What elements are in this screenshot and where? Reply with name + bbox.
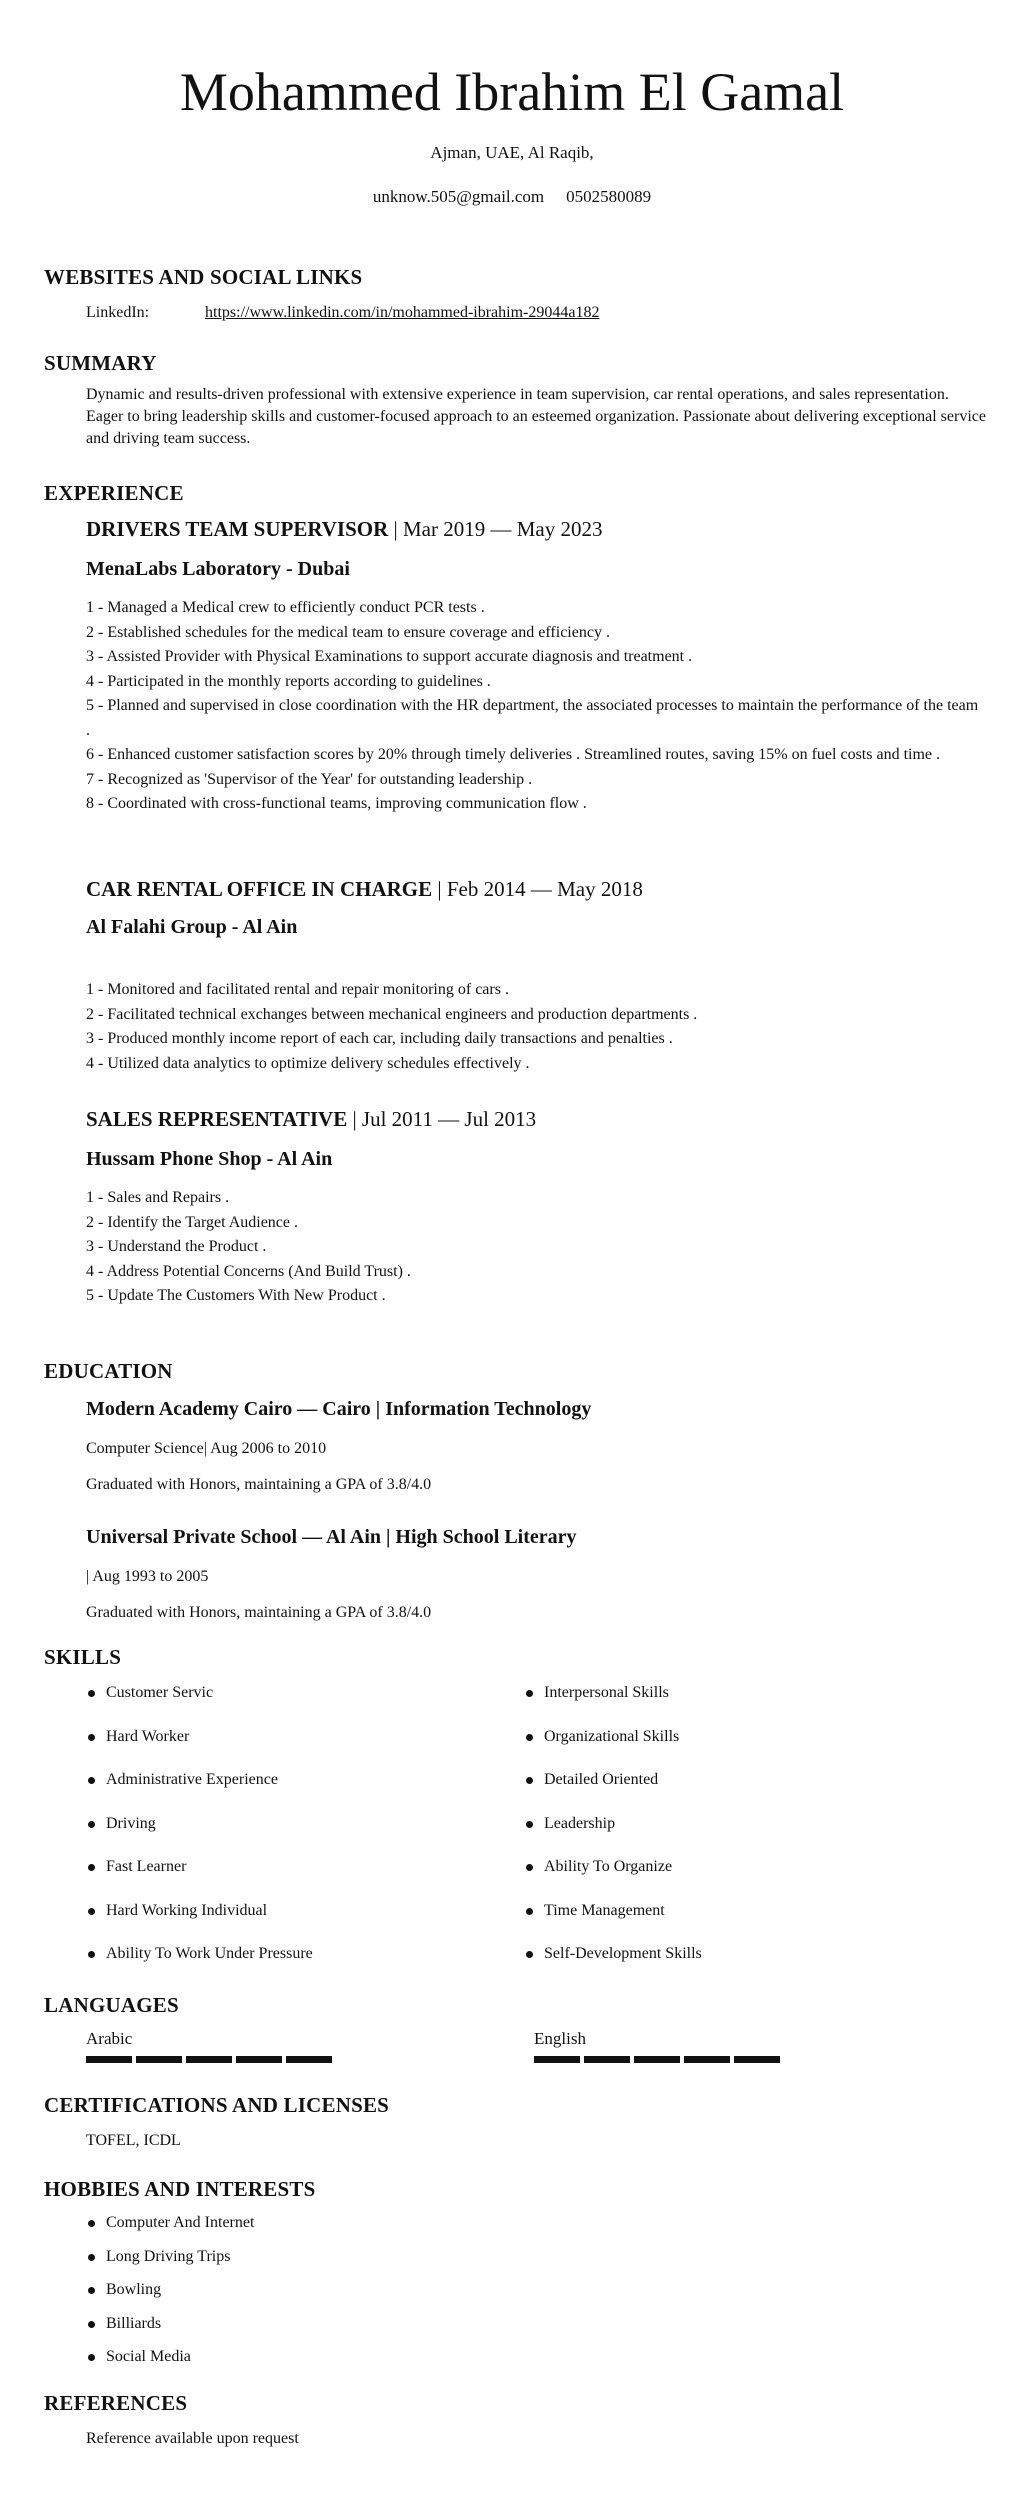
education-note-1: Graduated with Honors, maintaining a GPA of 3.8/4.0: [86, 1476, 432, 1493]
job-role: DRIVERS TEAM SUPERVISOR: [86, 517, 389, 541]
skills-heading: SKILLS: [44, 1645, 122, 1669]
list-item: 1 - Managed a Medical crew to efficiently conduct PCR tests .: [86, 599, 485, 616]
skill-item: Administrative Experience: [86, 1769, 313, 1813]
education-detail-1: Computer Science| Aug 2006 to 2010: [86, 1440, 327, 1457]
hobbies-list: [86, 2212, 254, 2380]
candidate-name: Mohammed Ibrahim El Gamal: [179, 62, 845, 122]
language-level-bar-english: [534, 2056, 780, 2063]
language-name-english: English: [534, 2029, 586, 2048]
list-item: 5 - Update The Customers With New Product .: [86, 1287, 386, 1304]
skill-item: Interpersonal Skills: [524, 1682, 702, 1726]
summary-heading: SUMMARY: [44, 351, 157, 375]
list-item: 6 - Enhanced customer satisfaction scores by 20% through timely deliveries . Streamlined routes, saving 15% on fuel costs and time .: [86, 746, 941, 763]
language-level-segment: [584, 2056, 630, 2063]
hobby-item: Bowling: [86, 2279, 254, 2313]
address: Ajman, UAE, Al Raqib,: [430, 143, 594, 162]
languages-heading: LANGUAGES: [44, 1993, 179, 2017]
language-level-segment: [634, 2056, 680, 2063]
language-level-segment: [534, 2056, 580, 2063]
list-item: 4 - Utilized data analytics to optimize delivery schedules effectively .: [86, 1054, 530, 1072]
list-item: 1 - Sales and Repairs .: [86, 1189, 230, 1206]
job-duties-1: [86, 596, 986, 817]
language-level-segment: [684, 2056, 730, 2063]
skill-item: Driving: [86, 1813, 313, 1857]
skill-item: Ability To Work Under Pressure: [86, 1943, 313, 1987]
job-role: CAR RENTAL OFFICE IN CHARGE: [86, 877, 433, 901]
certifications-heading: CERTIFICATIONS AND LICENSES: [44, 2093, 390, 2117]
hobby-item: Billiards: [86, 2313, 254, 2347]
job-company-2: Al Falahi Group - Al Ain: [86, 916, 298, 938]
experience-heading: EXPERIENCE: [44, 481, 184, 505]
skills-right-column: [524, 1682, 702, 1987]
list-item: 4 - Participated in the monthly reports according to guidelines .: [86, 672, 491, 690]
list-item: 2 - Identify the Target Audience .: [86, 1213, 298, 1231]
skill-item: Fast Learner: [86, 1856, 313, 1900]
hobbies-heading: HOBBIES AND INTERESTS: [44, 2177, 316, 2201]
list-item: 3 - Understand the Product .: [86, 1238, 267, 1255]
job-title-1: [86, 516, 602, 542]
skill-item: Hard Working Individual: [86, 1900, 313, 1944]
job-company-1: MenaLabs Laboratory - Dubai: [86, 558, 350, 580]
list-item: 3 - Assisted Provider with Physical Examinations to support accurate diagnosis and treatment .: [86, 648, 693, 665]
education-title-2: Universal Private School — Al Ain | High School Literary: [86, 1526, 577, 1548]
job-duties-3: [86, 1186, 986, 1309]
language-level-bar-arabic: [86, 2056, 332, 2063]
education-heading: EDUCATION: [44, 1359, 173, 1383]
skill-item: Organizational Skills: [524, 1726, 702, 1770]
hobby-item: Computer And Internet: [86, 2212, 254, 2246]
education-detail-2: | Aug 1993 to 2005: [86, 1568, 209, 1585]
language-level-segment: [186, 2056, 232, 2063]
education-title-1: Modern Academy Cairo — Cairo | Information Technology: [86, 1398, 592, 1420]
job-role: SALES REPRESENTATIVE: [86, 1107, 348, 1131]
skill-item: Time Management: [524, 1900, 702, 1944]
language-level-segment: [136, 2056, 182, 2063]
job-dates: | Jul 2011 — Jul 2013: [352, 1107, 537, 1131]
language-level-segment: [734, 2056, 780, 2063]
list-item: 2 - Facilitated technical exchanges between mechanical engineers and production departments .: [86, 1005, 698, 1023]
contact-row: [0, 186, 1024, 208]
job-dates: | Mar 2019 — May 2023: [393, 517, 603, 541]
education-note-2: Graduated with Honors, maintaining a GPA of 3.8/4.0: [86, 1604, 432, 1621]
skill-item: Self-Development Skills: [524, 1943, 702, 1987]
list-item: 3 - Produced monthly income report of each car, including daily transactions and penalties .: [86, 1030, 673, 1047]
websites-heading: WEBSITES AND SOCIAL LINKS: [44, 265, 363, 289]
hobby-item: Long Driving Trips: [86, 2246, 254, 2280]
skill-item: Hard Worker: [86, 1726, 313, 1770]
list-item: 8 - Coordinated with cross-functional teams, improving communication flow .: [86, 795, 587, 812]
email[interactable]: unknow.505@gmail.com: [372, 187, 545, 206]
skill-item: Leadership: [524, 1813, 702, 1857]
language-name-arabic: Arabic: [86, 2029, 133, 2048]
summary-text: Dynamic and results-driven professional with extensive experience in team supervision, car rental operations, and sales representation. Eager to bring leadership skills and customer-focused approach to an esteemed organization. Passionate about delivering exceptional service and driving team success.: [86, 386, 986, 447]
job-title-2: [86, 876, 643, 902]
job-dates: | Feb 2014 — May 2018: [437, 877, 643, 901]
certifications-text: TOFEL, ICDL: [86, 2132, 181, 2149]
job-company-3: Hussam Phone Shop - Al Ain: [86, 1148, 333, 1170]
list-item: 7 - Recognized as 'Supervisor of the Year' for outstanding leadership .: [86, 770, 533, 788]
job-duties-2: [86, 978, 986, 1076]
skills-left-column: [86, 1682, 313, 1987]
skill-item: Detailed Oriented: [524, 1769, 702, 1813]
list-item: 5 - Planned and supervised in close coordination with the HR department, the associated processes to maintain the performance of the team .: [86, 697, 979, 739]
hobby-item: Social Media: [86, 2346, 254, 2380]
list-item: 1 - Monitored and facilitated rental and repair monitoring of cars .: [86, 981, 509, 998]
references-heading: REFERENCES: [44, 2391, 188, 2415]
language-level-segment: [86, 2056, 132, 2063]
list-item: 2 - Established schedules for the medical team to ensure coverage and efficiency .: [86, 623, 610, 641]
phone: 0502580089: [566, 187, 652, 206]
list-item: 4 - Address Potential Concerns (And Build Trust) .: [86, 1262, 411, 1280]
linkedin-link[interactable]: https://www.linkedin.com/in/mohammed-ibrahim-29044a182: [205, 304, 600, 321]
language-level-segment: [236, 2056, 282, 2063]
skill-item: Customer Servic: [86, 1682, 313, 1726]
skill-item: Ability To Organize: [524, 1856, 702, 1900]
linkedin-label: LinkedIn:: [86, 304, 150, 321]
language-level-segment: [286, 2056, 332, 2063]
references-text: Reference available upon request: [86, 2430, 299, 2447]
job-title-3: [86, 1106, 536, 1132]
